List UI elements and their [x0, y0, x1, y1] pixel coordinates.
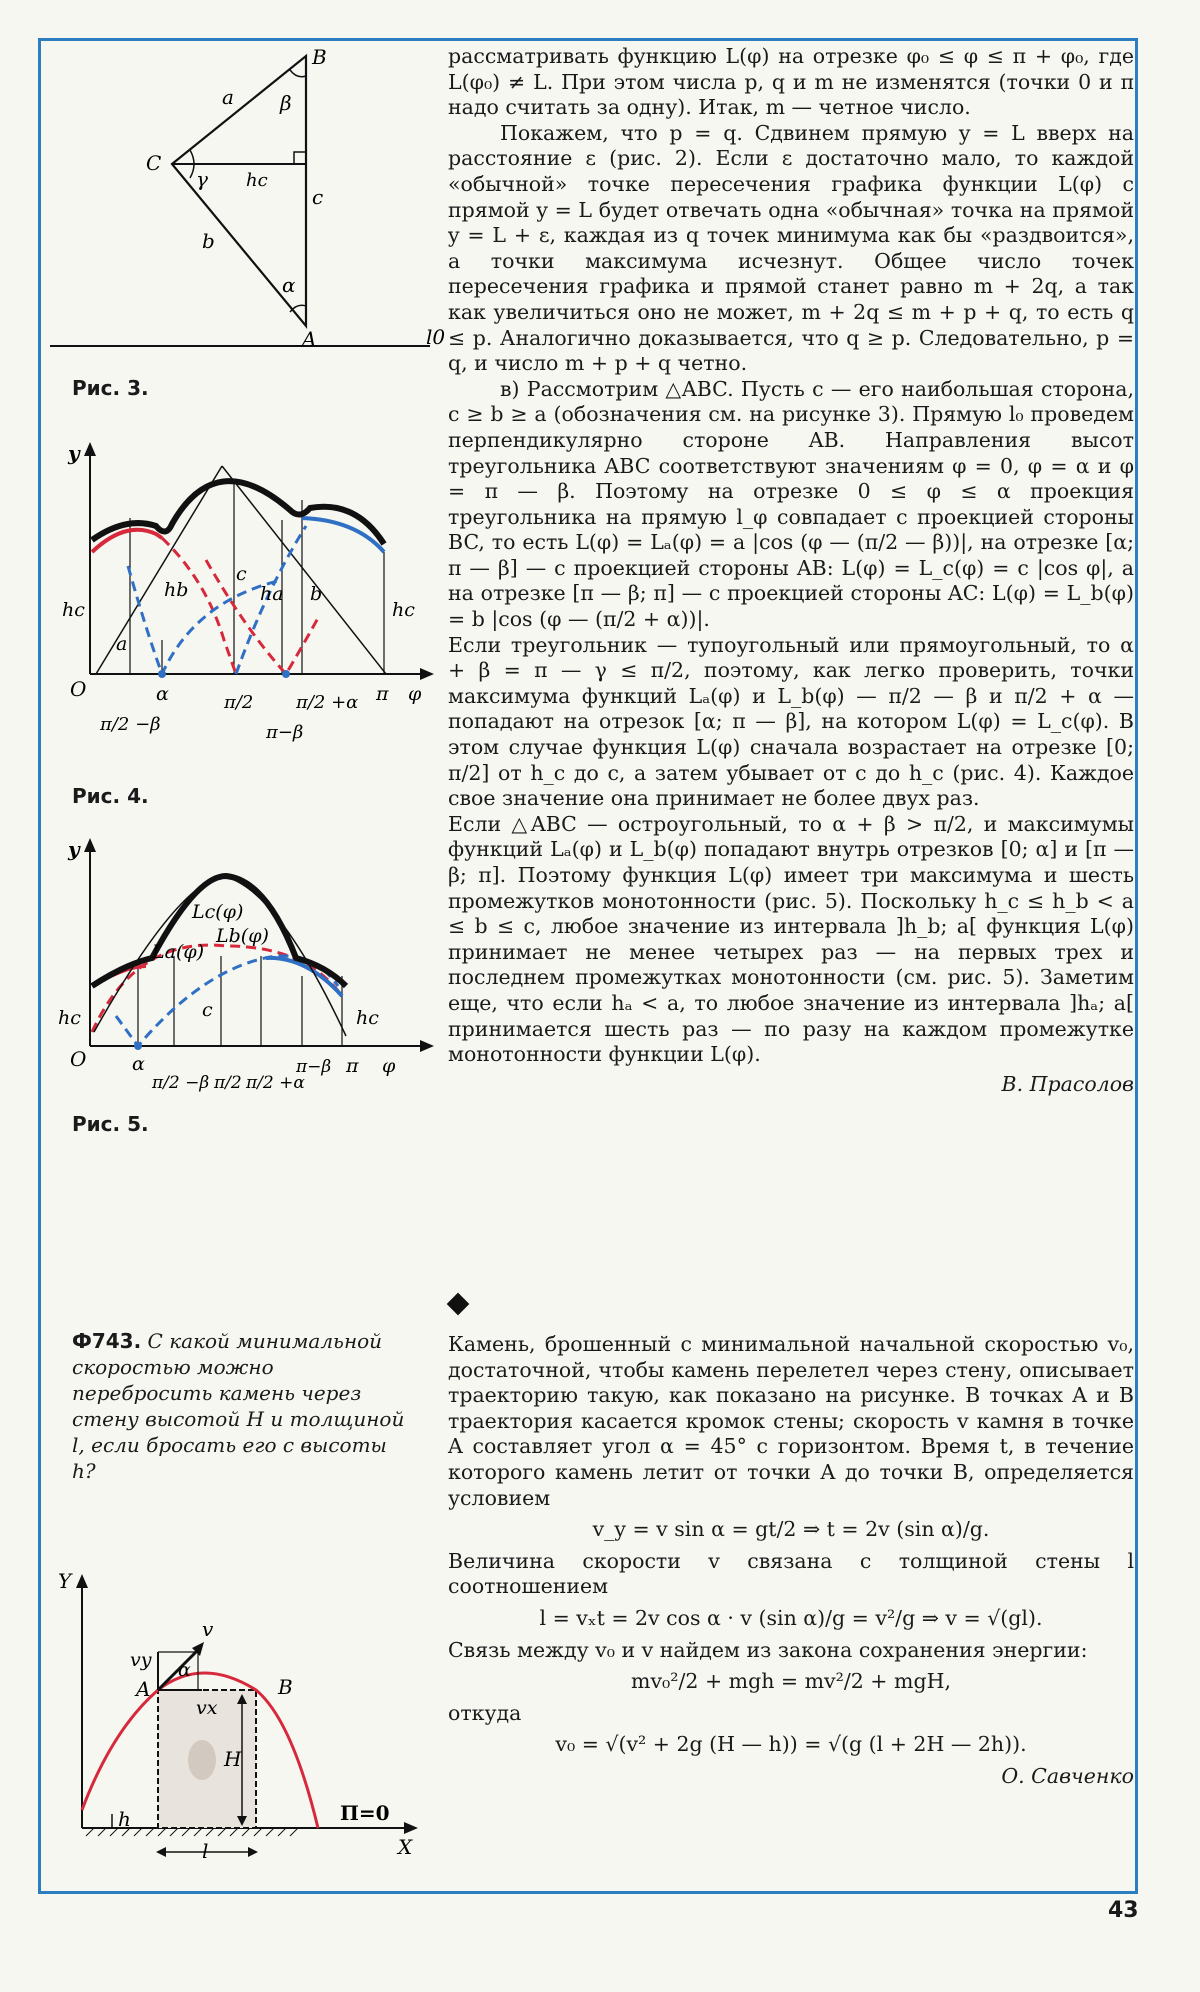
fig6-label-alpha: α [178, 1659, 191, 1681]
fig4-label-phi: φ [408, 683, 422, 705]
problem-text: С какой минимальной скоростью можно перебросить камень через стену высотой H и толщиной l, если бросать его с высоты h? [72, 1329, 405, 1483]
fig4-label-O: O [70, 677, 87, 701]
fig5-label-alpha: α [132, 1053, 145, 1075]
fig5-label-c: c [202, 999, 213, 1021]
fig5-caption: Рис. 5. [72, 1112, 149, 1136]
solution-equation-2: l = vₓt = 2v cos α · v (sin α)/g = v²/g ⇒ v = √(gl). [539, 1605, 1043, 1630]
fig3-label-beta: β [280, 91, 292, 115]
fig6-label-l: l [202, 1839, 209, 1860]
solution-equation-4: v₀ = √(v² + 2g (H — h)) = √(g (l + 2H — 2h)). [555, 1732, 1027, 1757]
fig4-label-pi2-plus-alpha: π/2 +α [296, 692, 359, 713]
fig5-label-hc-right: hc [356, 1007, 379, 1029]
fig4-label-hc-left: hc [62, 599, 85, 621]
solution-paragraph-3: Связь между v₀ и v найдем из закона сохранения энергии: [448, 1637, 1088, 1662]
fig3-label-gamma: γ [196, 167, 208, 191]
fig3-label-l0: l0 [426, 325, 446, 349]
page-number: 43 [1108, 1898, 1139, 1923]
paragraph-2: Покажем, что p = q. Сдвинем прямую y = L вверх на расстояние ε (рис. 2). Если ε достаточно мало, то каждой «обычной» точке пересечения графика функции L(φ) с прямой y = L будет отвечать одна «обычная» точка на прямой y = L + ε, каждая из q точек минимума как бы «раздвоится», а точки максимума исчезнут. Общее число точек пересечения графика и прямой станет равно m + 2q, а так как увеличиться оно не может, m + 2q ≤ m + p + q, то есть q ≤ p. Аналогично доказывается, что q ≥ p. Следовательно, p = q, и число m + p + q четно. [448, 120, 1134, 376]
right-column-text [448, 44, 1134, 1097]
paragraph-5: Если △ABC — остроугольный, то α + β > π/2, и максимумы функций Lₐ(φ) и L_b(φ) попадают внутрь отрезков [0; α] и [π — β; π]. Поэтому функция L(φ) имеет три максимума и шесть промежутков монотонности (рис. 5). Поскольку h_c ≤ h_b < a ≤ b ≤ c, любое значение из интервала ]h_b; a[ функция L(φ) принимает не менее четырех раз — на первых трех и последнем промежутках монотонности (см. рис. 5). Заметим еще, что если hₐ < a, то любое значение из интервала ]hₐ; a[ принимается шесть раз — по разу на каждом промежутке монотонности функции L(φ). [448, 811, 1134, 1067]
fig6-label-X: X [398, 1835, 413, 1859]
fig6-label-v: v [202, 1617, 214, 1641]
fig5-label-pi2-minus-beta: π/2 −β [152, 1073, 210, 1093]
fig6-label-Y: Y [58, 1570, 72, 1593]
fig5-label-pi2-plus-alpha: π/2 +α [246, 1073, 305, 1093]
problem-statement [72, 1328, 412, 1484]
signature-prasolov: В. Прасолов [1001, 1071, 1134, 1096]
fig6-label-A: A [136, 1677, 151, 1701]
fig5-label-Lc: Lc(φ) [192, 901, 244, 923]
fig6-label-vy: vy [130, 1649, 152, 1671]
fig4-label-y: y [68, 441, 80, 465]
solution-paragraph-1: Камень, брошенный с минимальной начальной скоростью v₀, достаточной, чтобы камень перелетел через стену, описывает траекторию такую, как показано на рисунке. В точках A и B траектория касается кромок стены; скорость v камня в точке A составляет угол α = 45° с горизонтом. Время t, в течение которого камень летит от точки A до точки B, определяется условием [448, 1332, 1134, 1510]
fig4-label-hb: hb [164, 579, 189, 601]
fig5-label-La: La(φ) [152, 941, 205, 963]
figure-5-graph [56, 836, 436, 1106]
solution-paragraph-4: откуда [448, 1700, 522, 1725]
fig4-label-a: a [116, 633, 128, 655]
fig3-label-B: B [312, 46, 327, 69]
fig3-label-A: A [302, 327, 317, 351]
fig4-label-alpha: α [156, 683, 169, 705]
figure-4-graph [56, 440, 436, 760]
fig4-label-hc-right: hc [392, 599, 415, 621]
solution-text [448, 1332, 1134, 1790]
fig5-label-y: y [68, 837, 80, 861]
paragraph-3: в) Рассмотрим △ABC. Пусть c — его наибольшая сторона, c ≥ b ≥ a (обозначения см. на рисунке 3). Прямую l₀ проведем перпендикулярно стороне AB. Направления высот треугольника ABC соответствуют значениям φ = 0, φ = α и φ = π — β. Поэтому на отрезке 0 ≤ φ ≤ α проекция треугольника на прямую l_φ совпадает с проекцией стороны BC, то есть L(φ) = Lₐ(φ) = a |cos (φ — (π/2 — β))|, на отрезке [α; π — β] — с проекцией стороны AB: L(φ) = L_c(φ) = c |cos φ|, а на отрезке [π — β; π] — с проекцией стороны AC: L(φ) = L_b(φ) = b |cos (φ — (π/2 + α))|. [448, 376, 1134, 632]
fig5-label-hc-left: hc [58, 1007, 81, 1029]
fig5-label-pi-minus-beta: π−β [296, 1057, 332, 1077]
figure-3-triangle [50, 46, 450, 356]
solution-paragraph-2: Величина скорости v связана с толщиной стены l соотношением [448, 1548, 1134, 1599]
fig4-label-pi: π [376, 683, 389, 705]
fig5-label-phi: φ [382, 1055, 396, 1077]
problem-number: Ф743. [72, 1329, 142, 1353]
fig3-caption: Рис. 3. [72, 376, 149, 400]
fig3-label-alpha: α [282, 273, 296, 297]
fig3-label-b: b [202, 229, 215, 253]
solution-equation-1: v_y = v sin α = gt/2 ⇒ t = 2v (sin α)/g. [592, 1517, 990, 1542]
fig5-label-O: O [70, 1047, 87, 1071]
fig4-label-pi2: π/2 [224, 692, 254, 713]
fig5-label-Lb: Lb(φ) [216, 925, 269, 947]
fig4-caption: Рис. 4. [72, 784, 149, 808]
fig3-label-a: a [222, 85, 234, 109]
fig4-label-pi2-minus-beta: π/2 −β [100, 714, 161, 735]
fig6-label-H: H [224, 1747, 242, 1771]
solution-equation-3: mv₀²/2 + mgh = mv²/2 + mgH, [631, 1669, 951, 1694]
figure-wall-trajectory [52, 1570, 432, 1860]
paragraph-1: рассматривать функцию L(φ) на отрезке φ₀ ≤ φ ≤ π + φ₀, где L(φ₀) ≠ L. При этом числа p, q и m не изменятся (точки 0 и π надо считать за одну). Итак, m — четное число. [448, 44, 1134, 120]
fig4-label-pi-minus-beta: π−β [266, 722, 304, 743]
fig6-label-P0: П=0 [340, 1801, 390, 1825]
fig3-label-hc: hc [246, 170, 268, 191]
fig3-label-c: c [312, 185, 324, 209]
paragraph-4: Если треугольник — тупоугольный или прямоугольный, то α + β = π — γ ≤ π/2, поэтому, как легко проверить, точки максимума функций Lₐ(φ) и L_b(φ) — π/2 — β и π/2 + α — попадают на отрезок [α; π — β], на котором L(φ) = L_c(φ). В этом случае функция L(φ) сначала возрастает на отрезке [0; π/2] от h_c до c, а затем убывает от c до h_c (рис. 4). Каждое свое значение она принимает не более двух раз. [448, 632, 1134, 811]
signature-savchenko: О. Савченко [1001, 1763, 1134, 1788]
fig4-label-ha: ha [260, 583, 284, 605]
fig4-label-b: b [310, 583, 323, 605]
fig6-label-B: B [278, 1675, 293, 1699]
fig6-label-h: h [118, 1807, 131, 1831]
fig5-label-pi: π [346, 1055, 359, 1077]
fig6-label-vx: vx [196, 1697, 218, 1719]
fig5-label-pi2: π/2 [214, 1073, 242, 1093]
fig3-label-C: C [146, 151, 162, 175]
fig4-label-c: c [236, 563, 247, 585]
